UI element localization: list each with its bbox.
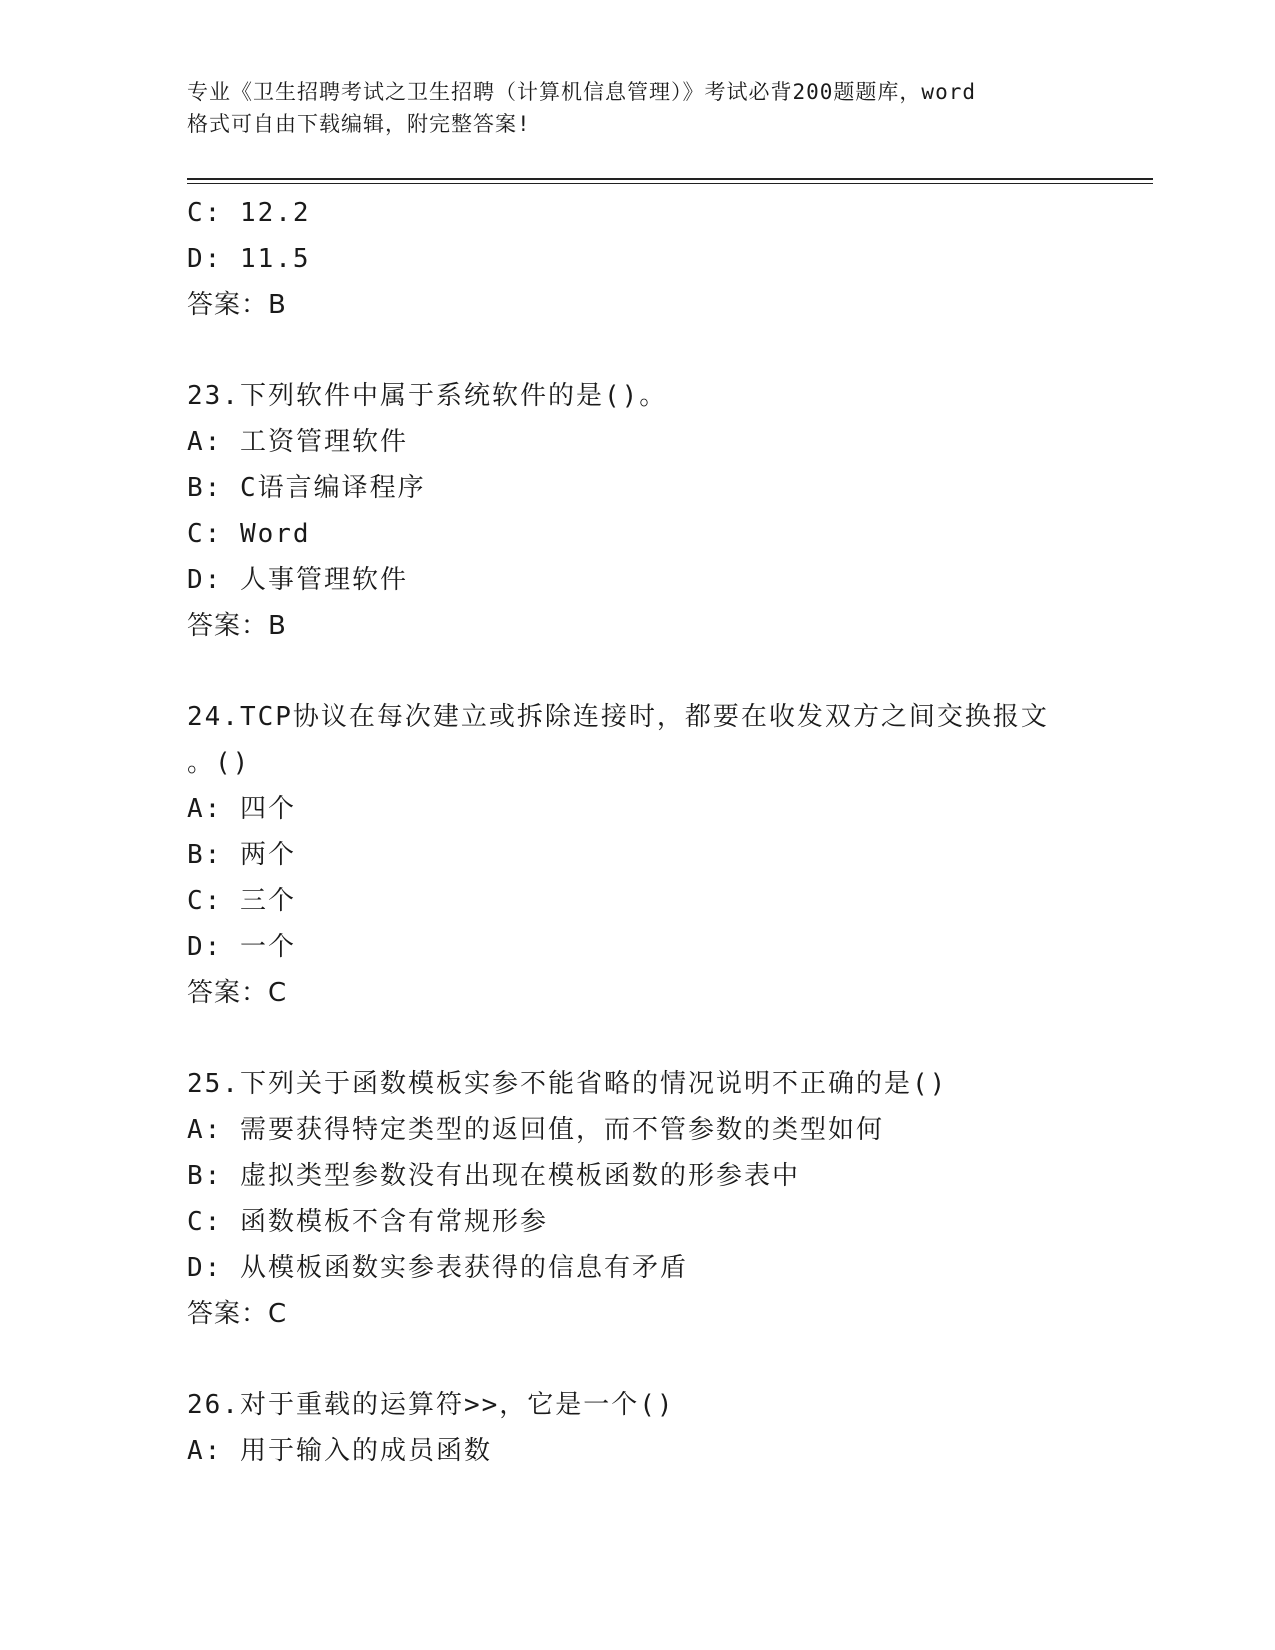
option-line: C: 三个 [187,886,296,916]
question-block-26 [187,1382,1087,1474]
question-stem: 26.对于重载的运算符>>，它是一个() [187,1390,675,1420]
question-stem-continued: 。() [187,748,251,778]
header-line-2: 格式可自由下载编辑，附完整答案! [187,112,531,136]
answer-line: 答案：C [187,978,288,1008]
option-line: A: 四个 [187,794,296,824]
question-stem: 23.下列软件中属于系统软件的是()。 [187,381,668,411]
option-line: A: 需要获得特定类型的返回值，而不管参数的类型如何 [187,1115,884,1145]
document-body [187,190,1087,1474]
option-line: B: C语言编译程序 [187,473,426,503]
answer-line: 答案：B [187,611,287,641]
answer-line: 答案：B [187,290,287,320]
question-stem: 24.TCP协议在每次建立或拆除连接时，都要在收发双方之间交换报文 [187,702,1049,732]
header-rule-thin [187,183,1153,184]
option-line: C: Word [187,519,311,549]
header-rule-thick [187,178,1153,180]
option-line: B: 两个 [187,840,296,870]
question-stem: 25.下列关于函数模板实参不能省略的情况说明不正确的是() [187,1069,948,1099]
option-line: A: 用于输入的成员函数 [187,1436,492,1466]
option-line: D: 11.5 [187,244,311,274]
option-line: D: 人事管理软件 [187,565,408,595]
option-line: C: 12.2 [187,198,311,228]
answer-line: 答案：C [187,1299,288,1329]
option-line: D: 一个 [187,932,296,962]
question-block-24 [187,694,1087,1016]
option-line: D: 从模板函数实参表获得的信息有矛盾 [187,1253,688,1283]
question-block-23 [187,373,1087,649]
document-header [187,76,1087,140]
header-line-1: 专业《卫生招聘考试之卫生招聘（计算机信息管理）》考试必背200题题库，word [187,80,976,104]
option-line: C: 函数模板不含有常规形参 [187,1207,548,1237]
option-line: B: 虚拟类型参数没有出现在模板函数的形参表中 [187,1161,800,1191]
question-block-22 [187,190,1087,328]
option-line: A: 工资管理软件 [187,427,408,457]
question-block-25 [187,1061,1087,1337]
